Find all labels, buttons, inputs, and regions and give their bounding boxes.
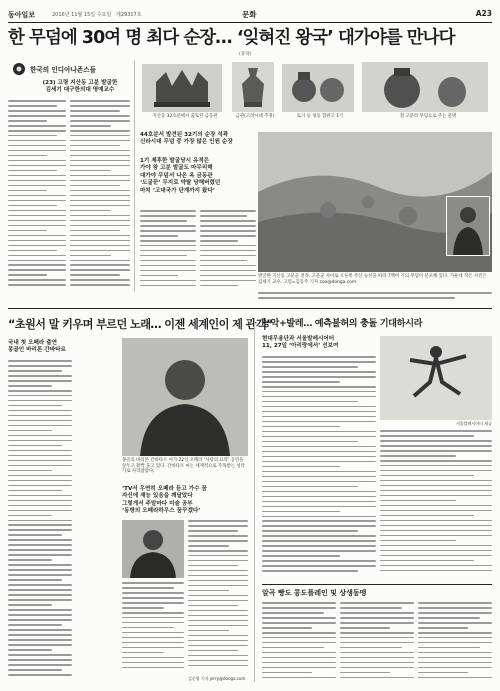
- ballet-photo: [380, 336, 492, 420]
- artifact-photo-bronze: [282, 64, 354, 112]
- article1-column-3: [140, 210, 196, 290]
- article-divider: [254, 318, 255, 682]
- intro-line-1: (23) 고령 지산동 고분 발굴한: [42, 80, 118, 86]
- series-emblem-icon: [12, 62, 26, 76]
- article1-column-2: [70, 100, 130, 295]
- article2-quote-1: ‘TV서 우연히 오페라 듣고 가수 꿈: [122, 486, 207, 492]
- article3-headline: 능악+발레… 예측불허의 충돌 기대하시라: [262, 318, 423, 329]
- bronze-vessel-icon: [282, 64, 354, 112]
- crown-icon: [142, 64, 222, 112]
- article3-column-2: [380, 430, 492, 580]
- series-emblem: [8, 60, 128, 78]
- article3-sub-1: 현대무용단과 서울발레시어터: [262, 336, 335, 342]
- singer-image: [122, 338, 248, 456]
- section-name: 문화: [242, 10, 257, 19]
- article2-column-3: [122, 582, 184, 682]
- pull-quote2-line-2: 가야 왕 고분 발굴도 마무리해: [140, 165, 213, 172]
- article1-byline: (중략): [239, 52, 252, 57]
- article3-sub-2: 11, 27일 ‘아리랑에서’ 선보여: [262, 343, 339, 350]
- artifact-label-4: 철 고분리 무덤으로 주는 물병: [399, 114, 457, 119]
- pull-quote2-line-5: 마치 ‘고대국가 단계까지 왔다’: [140, 187, 215, 194]
- dancer-image: [380, 336, 492, 420]
- issue-number: 제29317호: [116, 12, 142, 18]
- article3-column-1: [262, 356, 376, 580]
- article4-headline: 알곡 빵도 콩도플레인 및 상생동맹: [262, 589, 367, 597]
- masthead-rule: [8, 22, 492, 23]
- article2-byline: 김준엽 기자 jerry@donga.com: [188, 676, 246, 681]
- artifact-photo-strip: [140, 60, 492, 126]
- artifact-photo-crown: [142, 64, 222, 112]
- article1-headline: 한 무덤에 30여 명 최다 순장… ‘잊혀진 왕국’ 대가야를 만나다: [8, 28, 455, 48]
- article3-subhead: [262, 336, 378, 351]
- article1-intro: [30, 80, 130, 95]
- article2-subhead: [8, 340, 118, 355]
- article2-headline: “초원서 말 키우며 부르던 노래… 이젠 세계인이 제 관객”: [8, 318, 273, 331]
- article4-column-2: [340, 602, 414, 684]
- article2-quote-3: 그렇게서 주말마다 미술 공부: [122, 500, 193, 507]
- artifact-label-1: 지산동 32호분에서 출토된 금동관: [152, 114, 218, 119]
- article1-column-1: [8, 100, 66, 295]
- landscape-caption: 발굴한 지산동 고분군 전경. 고분군 사이로 오른쪽 주산 능선을 따라 7백여 기의 무덤이 분포해 있다. 가운데 작은 사진은 김세기 교수. 고령=김동주 기자 zoo@donga.com: [258, 274, 487, 285]
- section-rule: [8, 308, 492, 309]
- article2-sub-1: 국내 첫 오페라 출연: [8, 340, 58, 346]
- vessel-icon: [232, 62, 274, 112]
- ballet-photo-credit: 서울발레시어터 제공: [455, 421, 492, 426]
- intro-line-2: 김세기 대구한의대 명예교수: [45, 87, 115, 94]
- article4-column-3: [418, 602, 492, 684]
- article2-sub-2: 몽골인 바리톤 간바타르: [8, 347, 66, 354]
- pull-quote-line-2: 신라시대 무덤 중 가장 많은 인원 순장: [140, 139, 233, 146]
- pull-quote2-line-4: ‘도굴꾼’ 무지로 약탈 당해버렸던: [140, 180, 221, 187]
- paper-name: 동아일보: [8, 11, 36, 19]
- pottery-icon: [362, 62, 488, 112]
- article1-pull-quote: [140, 132, 256, 147]
- date-line: 2016년 11월 15일 수요일: [52, 12, 112, 18]
- page-number: A23: [475, 9, 492, 18]
- artifact-photo-vessel: [232, 62, 274, 112]
- pull-quote2-line-3: 대가야 무덤서 나온 옥 금동관: [140, 172, 213, 179]
- article2-column-2: [188, 520, 248, 682]
- baritone-photo: [122, 338, 248, 456]
- uniform-image: [122, 520, 184, 578]
- article1-column-4: [200, 210, 256, 290]
- column-divider: [134, 60, 135, 292]
- article2-pull-quote: [122, 486, 248, 516]
- article1-column-5: [258, 292, 492, 306]
- series-title: 한국의 인디아나존스들: [30, 66, 96, 74]
- article2-quote-2: 자신에 재능 있음을 깨달았다: [122, 493, 193, 500]
- portrait-image: [447, 197, 489, 255]
- tomb-landscape-photo: [258, 132, 492, 272]
- artifact-photo-pot: [362, 62, 488, 112]
- baritone-caption: 몽골의 바리톤 간바타르 씨가 22일 오페라 ‘사랑의 묘약’ 공연을 앞두고 활짝 웃고 있다. 간바타르 씨는 세계적으로 주목받는 성악가로 자리잡았다.: [122, 458, 245, 475]
- article2-column-1: [8, 360, 72, 682]
- article3-rule: [262, 584, 492, 585]
- article4-column-1: [262, 602, 336, 684]
- article1-pull-quote-2: [140, 158, 256, 195]
- artifact-label-2: 금관(고려시대 추정): [235, 114, 275, 119]
- pull-quote-line-1: 44호분서 발견된 32기의 순장 석곽: [140, 132, 229, 138]
- artifact-label-3: 토기 등 청동 합관고 1기: [296, 114, 344, 119]
- article2-quote-4: ‘동방의 오페라하우스 꿈꾸겠다’: [122, 508, 201, 515]
- masthead: [8, 8, 492, 22]
- uniform-portrait: [122, 520, 184, 578]
- professor-portrait: [446, 196, 490, 256]
- pull-quote2-line-1: 1기 제후한 발굴당시 유적은: [140, 158, 210, 164]
